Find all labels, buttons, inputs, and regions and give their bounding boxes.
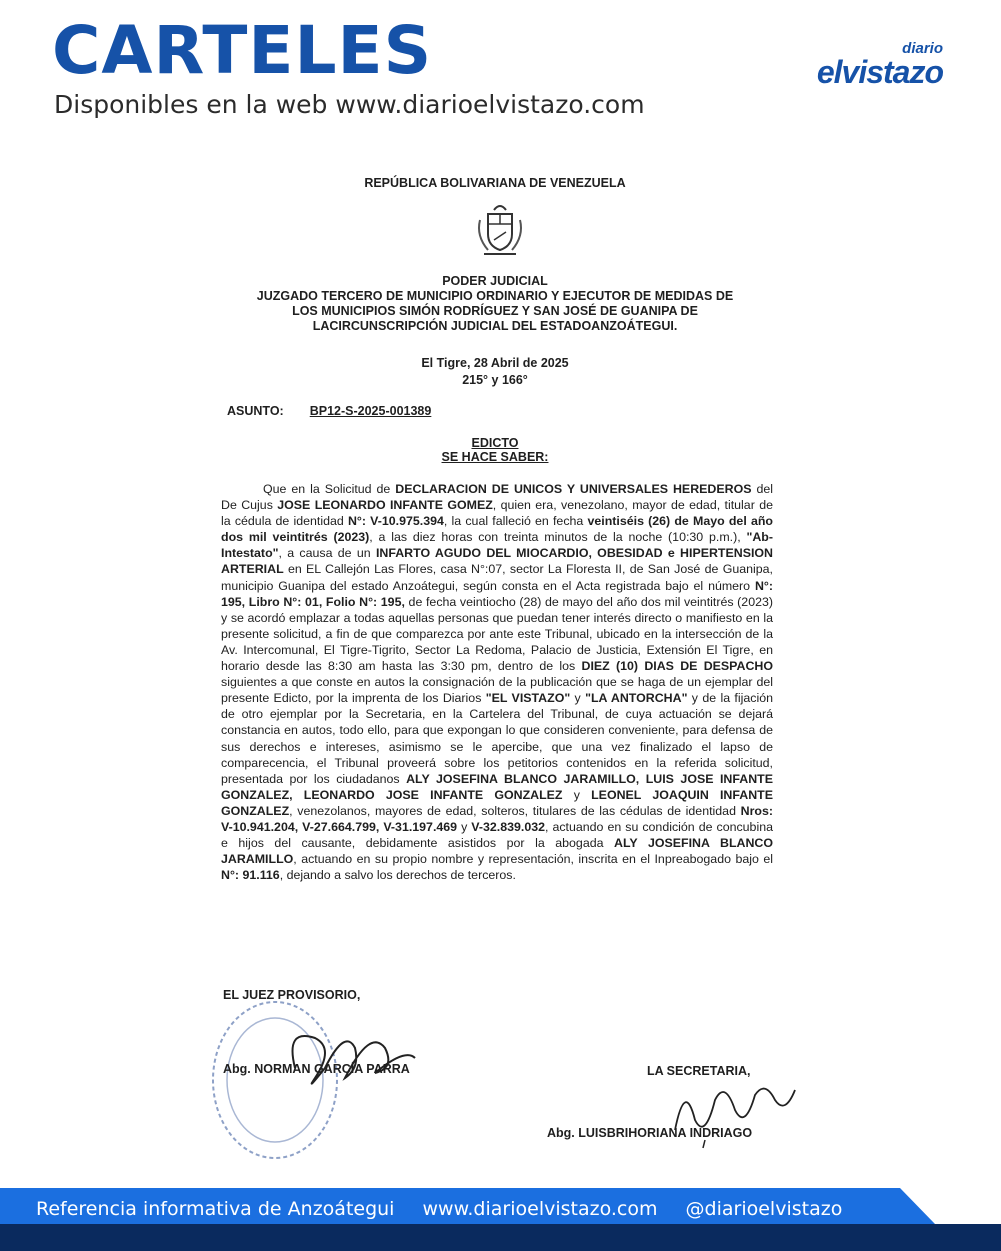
- body-bold-segment: ALY JOSEFINA BLANCO JARAMILLO, LUIS JOSE INFANTE GONZALEZ, LEONARDO JOSE INFANTE GONZALEZ: [221, 771, 773, 802]
- body-text-segment: , la cual falleció en fecha: [443, 514, 588, 529]
- body-bold-segment: veintiséis (26) de Mayo del año dos mil veintitrés (2023): [221, 514, 773, 545]
- body-text-segment: y: [562, 787, 592, 802]
- elvistazo-logo: [768, 40, 943, 90]
- body-text-segment: siguientes a que conste en autos la consignación de la publicación que se haga de un ejemplar del presente Edicto, por la imprenta de los Diarios: [221, 675, 773, 706]
- juez-title: EL JUEZ PROVISORIO,: [223, 988, 361, 1002]
- body-bold-segment: LEONEL JOAQUIN INFANTE GONZALEZ: [221, 787, 773, 818]
- body-text-segment: , venezolanos, mayores de edad, solteros, titulares de las cédulas de identidad: [289, 803, 741, 818]
- body-bold-segment: DIEZ (10) DIAS DE DESPACHO: [581, 659, 774, 674]
- court-heading: [215, 274, 775, 334]
- logo-small-text: diario: [902, 40, 943, 57]
- body-text-segment: , actuando en su condición de concubina e hijos del causante, debidamente asistidos por la abogada: [221, 819, 773, 851]
- edict-body-text: [221, 481, 773, 883]
- edicto-title: EDICTO: [471, 436, 519, 450]
- juzgado-line-1: JUZGADO TERCERO DE MUNICIPIO ORDINARIO Y EJECUTOR DE MEDIDAS DE: [256, 289, 734, 303]
- judge-name: Abg. NORMAN GARCÍA PARRA: [223, 1062, 410, 1076]
- body-text-segment: , quien era, venezolano, mayor de edad, titular de la cédula de identidad: [221, 498, 773, 529]
- body-bold-segment: INFARTO AGUDO DEL MIOCARDIO, OBESIDAD e HIPERTENSION ARTERIAL: [221, 546, 773, 577]
- body-bold-segment: N°: V-10.975.394: [347, 514, 444, 529]
- republica-heading: REPÚBLICA BOLIVARIANA DE VENEZUELA: [364, 176, 626, 190]
- footer-text: [36, 1198, 864, 1220]
- page-title: CARTELES: [52, 12, 433, 89]
- body-text-segment: de fecha veintiocho (28) de mayo del año dos mil veintitrés (2023) y se acordó emplazar a todas aquellas personas que puedan tener interés directo o manifiesto en la presente solicitud, a fin de que comparezca por ante este Tribunal, ubicado en la intersección de la Av. Intercomunal, El Tigre-Tigrito, Sector La Redoma, Palacio de Justicia, Extensión El Tigre, en horario desde las 8:30 am hasta las 3:30 pm, dentro de los: [221, 594, 773, 674]
- secretary-name: Abg. LUISBRIHORIANA INDRIAGO: [547, 1126, 753, 1140]
- secretaria-title: LA SECRETARIA,: [647, 1064, 751, 1078]
- body-bold-segment: "EL VISTAZO": [485, 691, 571, 706]
- body-bold-segment: N°: 91.116: [221, 868, 280, 883]
- footer-reference: Referencia informativa de Anzoátegui: [36, 1198, 395, 1220]
- poder-judicial: PODER JUDICIAL: [442, 274, 548, 288]
- body-text-segment: , actuando en su propio nombre y representación, inscrita en el Inpreabogado bajo el: [293, 852, 773, 867]
- coat-of-arms-icon: [470, 200, 530, 260]
- logo-main-text: elvistazo: [816, 54, 943, 90]
- body-text-segment: , a las diez horas con treinta minutos de la noche (10:30 p.m.),: [369, 530, 747, 545]
- body-text-segment: Que en la Solicitud de: [263, 482, 396, 496]
- judge-signature-icon: [275, 1008, 425, 1098]
- footer-web-link[interactable]: www.diarioelvistazo.com: [422, 1198, 658, 1220]
- body-text-segment: del De Cujus: [221, 482, 773, 513]
- date-block: [215, 355, 775, 389]
- body-text-segment: y de la fijación de otro ejemplar por la Secretaria, en la Cartelera del Tribunal, de cuya actuación se dejará constancia en autos, todo ello, para que expongan lo que consideren conveniente, para defensa de sus derechos e intereses, asimismo se le apercibe, que una vez finalizado el lapso de comparecencia, el Tribunal proveerá sobre los petitorios contenidos en la referida solicitud, presentada por los ciudadanos: [221, 691, 773, 786]
- footer-handle[interactable]: @diarioelvistazo: [685, 1198, 843, 1220]
- body-text-segment: y: [570, 691, 586, 706]
- body-text-segment: , dejando a salvo los derechos de terceros.: [279, 868, 516, 883]
- asunto-code: BP12-S-2025-001389: [309, 404, 432, 418]
- juzgado-line-2: LOS MUNICIPIOS SIMÓN RODRÍGUEZ Y SAN JOSÉ DE GUANIPA DE: [292, 304, 698, 318]
- body-bold-segment: JOSE LEONARDO INFANTE GOMEZ: [277, 498, 493, 513]
- body-bold-segment: N°: 195, Libro N°: 01, Folio N°: 195,: [221, 578, 773, 609]
- body-bold-segment: V-32.839.032: [471, 819, 546, 834]
- hace-saber-title: SE HACE SABER:: [441, 450, 549, 464]
- footer-bar: [0, 1188, 1001, 1251]
- asunto-line: [227, 404, 431, 418]
- asunto-label: ASUNTO:: [227, 404, 284, 418]
- page-subtitle: Disponibles en la web www.diarioelvistazo.com: [54, 90, 645, 119]
- body-bold-segment: ALY JOSEFINA BLANCO JARAMILLO: [221, 836, 774, 867]
- body-bold-segment: Nros: V-10.941.204, V-27.664.799, V-31.197.469: [221, 803, 773, 834]
- years-line: 215° y 166°: [462, 373, 528, 387]
- date-line: El Tigre, 28 Abril de 2025: [421, 356, 569, 370]
- edicto-heading: [215, 436, 775, 464]
- juzgado-line-3: LACIRCUNSCRIPCIÓN JUDICIAL DEL ESTADOANZOÁTEGUI.: [312, 319, 678, 333]
- body-bold-segment: "Ab-Intestato": [221, 530, 774, 561]
- body-bold-segment: "LA ANTORCHA": [585, 691, 688, 706]
- body-text-segment: en EL Callejón Las Flores, casa N°:07, sector La Floresta II, de San José de Guanipa, municipio Guanipa del estado Anzoátegui, según consta en el Acta registrada bajo el número: [221, 562, 773, 593]
- body-text-segment: , a causa de un: [278, 546, 376, 561]
- body-text-segment: y: [457, 819, 472, 834]
- body-bold-segment: DECLARACION DE UNICOS Y UNIVERSALES HEREDEROS: [395, 482, 752, 496]
- edict-document: [215, 170, 775, 1170]
